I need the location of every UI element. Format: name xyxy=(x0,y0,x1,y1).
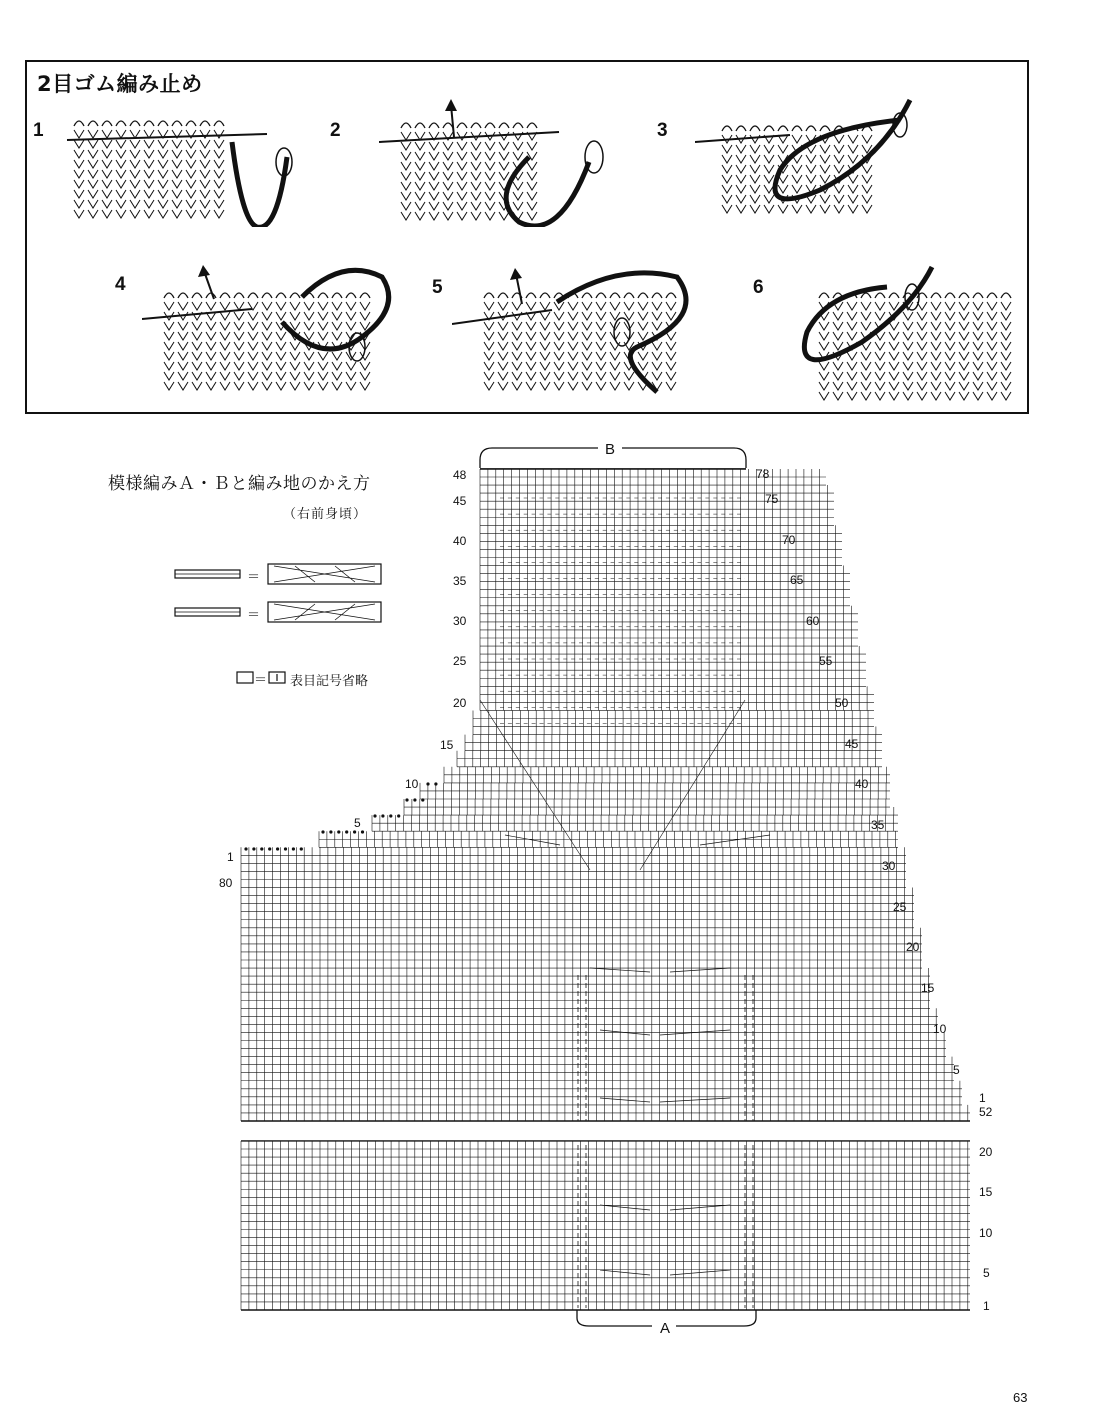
step-number-4: 4 xyxy=(115,274,126,295)
lower-row-label: 1 xyxy=(983,1299,990,1313)
legend-equals-2: ＝ xyxy=(247,608,261,623)
row-label-right: 65 xyxy=(790,573,804,587)
lower-row-label: 15 xyxy=(979,1185,993,1199)
lower-row-label: 10 xyxy=(979,1226,993,1240)
pattern-subtitle: （右前身頃） xyxy=(283,507,368,522)
row-label-left: 35 xyxy=(453,574,467,588)
row-label-right: 70 xyxy=(782,533,796,547)
legend-equals-1: ＝ xyxy=(247,570,261,585)
pattern-title: 模様編みＡ・Ｂと編み地のかえ方 xyxy=(108,474,371,494)
step-number-5: 5 xyxy=(432,277,443,298)
row-label-right: 10 xyxy=(933,1022,947,1036)
row-label-left: 10 xyxy=(405,777,419,791)
step-number-2: 2 xyxy=(330,120,341,141)
row-label-right: 78 xyxy=(756,467,770,481)
row-label-left: 15 xyxy=(440,738,454,752)
howto-title: 2目ゴム編み止め xyxy=(37,72,203,96)
row-label-right: 25 xyxy=(893,900,907,914)
row-label-left: 5 xyxy=(354,816,361,830)
row-label-left: 30 xyxy=(453,614,467,628)
step-number-6: 6 xyxy=(753,277,764,298)
legend-equals-3: ＝ xyxy=(254,673,268,688)
bracket-A xyxy=(577,1310,756,1326)
lower-row-label: 20 xyxy=(979,1145,993,1159)
row-label-right: 75 xyxy=(765,492,779,506)
step-number-3: 3 xyxy=(657,120,668,141)
row-label-right: 20 xyxy=(906,940,920,954)
lower-chart-grid xyxy=(241,1141,970,1310)
row-label-right: 50 xyxy=(835,696,849,710)
row-label-left: 20 xyxy=(453,696,467,710)
row-label-right: 40 xyxy=(855,777,869,791)
row-label-right: 55 xyxy=(819,654,833,668)
lower-row-label: 5 xyxy=(983,1266,990,1280)
row-label-left: 25 xyxy=(453,654,467,668)
row-label-right-52: 52 xyxy=(979,1105,993,1119)
row-label-right: 30 xyxy=(882,859,896,873)
upper-chart-grid xyxy=(241,469,970,1121)
row-label-left: 1 xyxy=(227,850,234,864)
row-label-right: 60 xyxy=(806,614,820,628)
legend-note: 表目記号省略 xyxy=(290,674,369,689)
label-A: A xyxy=(660,1320,671,1337)
page-number: 63 xyxy=(1013,1390,1028,1405)
row-label-left: 45 xyxy=(453,494,467,508)
step-number-1: 1 xyxy=(33,120,44,141)
row-label-left-80: 80 xyxy=(219,876,233,890)
row-label-right: 5 xyxy=(953,1063,960,1077)
row-label-right: 45 xyxy=(845,737,859,751)
row-label-left: 48 xyxy=(453,468,467,482)
row-label-left: 40 xyxy=(453,534,467,548)
row-label-right: 35 xyxy=(871,818,885,832)
row-label-right: 15 xyxy=(921,981,935,995)
row-label-right: 1 xyxy=(979,1091,986,1105)
label-B: B xyxy=(605,441,616,458)
bracket-B xyxy=(480,448,746,468)
